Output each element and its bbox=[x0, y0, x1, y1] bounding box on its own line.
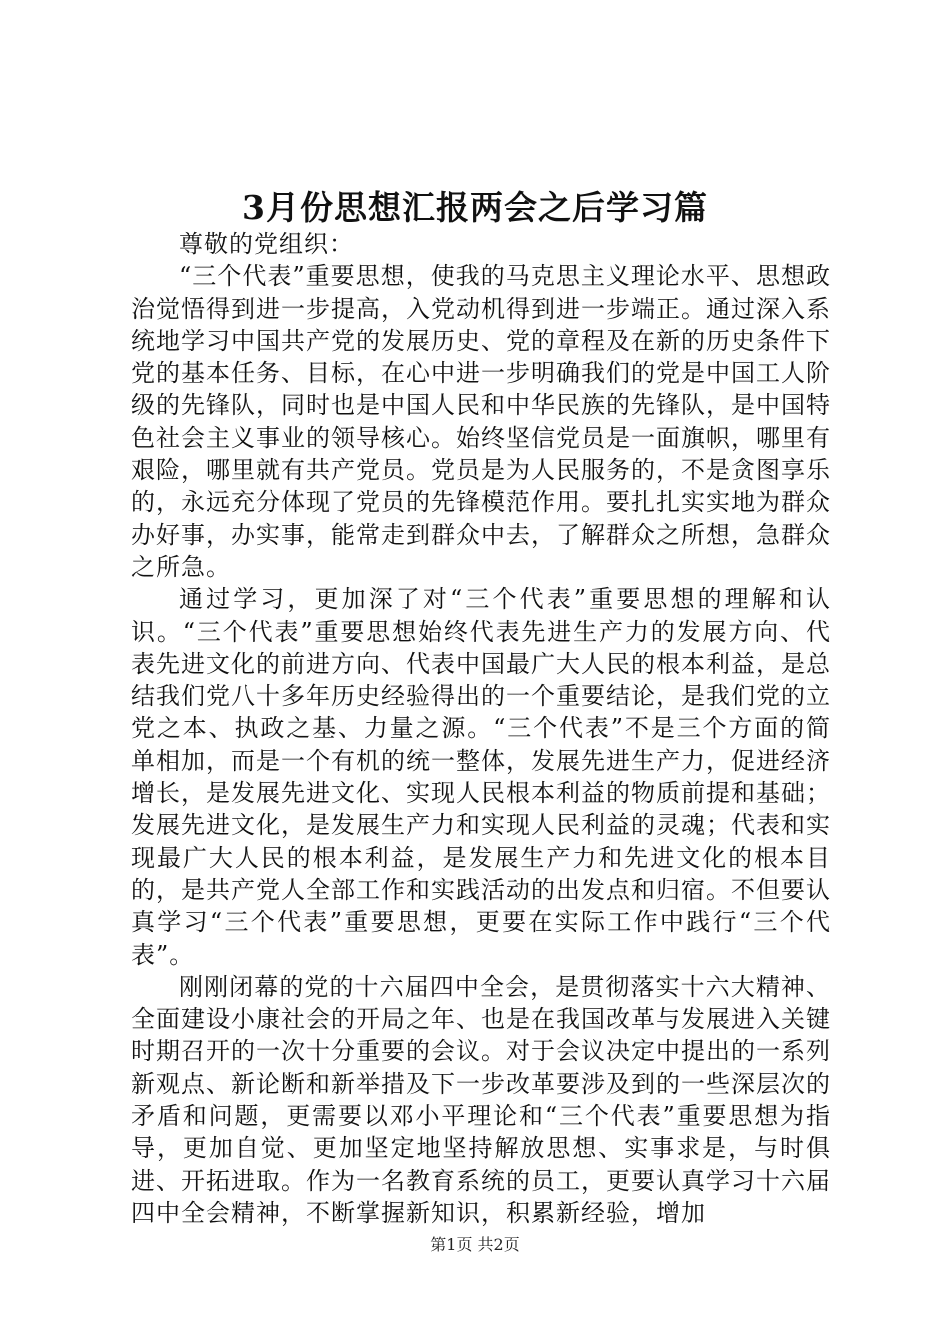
document-title: 3月份思想汇报两会之后学习篇 bbox=[242, 188, 708, 227]
page-number-footer: 第1页 共2页 bbox=[430, 1235, 520, 1254]
document-body bbox=[131, 228, 831, 1229]
paragraph-3: 刚刚闭幕的党的十六届四中全会，是贯彻落实十六大精神、全面建设小康社会的开局之年、也是在我国改革与发展进入关键时期召开的一次十分重要的会议。对于会议决定中提出的一系列新观点、新论断和新举措及下一步改革要涉及到的一些深层次的矛盾和问题，更需要以邓小平理论和“三个代表”重要思想为指导，更加自觉、更加坚定地坚持解放思想、实事求是，与时俱进、开拓进取。作为一名教育系统的员工，更要认真学习十六届四中全会精神，不断掌握新知识，积累新经验，增加 bbox=[131, 972, 831, 1227]
paragraph-2: 通过学习，更加深了对“三个代表”重要思想的理解和认识。“三个代表”重要思想始终代表先进生产力的发展方向、代表先进文化的前进方向、代表中国最广大人民的根本利益，是总结我们党八十多年历史经验得出的一个重要结论，是我们党的立党之本、执政之基、力量之源。“三个代表”不是三个方面的简单相加，而是一个有机的统一整体，发展先进生产力，促进经济增长，是发展先进文化、实现人民根本利益的物质前提和基础；发展先进文化，是发展生产力和实现人民利益的灵魂；代表和实现最广大人民的根本利益，是发展生产力和先进文化的根本目的，是共产党人全部工作和实践活动的出发点和归宿。不但要认真学习“三个代表”重要思想，更要在实际工作中践行“三个代表”。 bbox=[131, 585, 831, 969]
paragraph-1: “三个代表”重要思想，使我的马克思主义理论水平、思想政治觉悟得到进一步提高，入党动机得到进一步端正。通过深入系统地学习中国共产党的发展历史、党的章程及在新的历史条件下党的基本任务、目标，在心中进一步明确我们的党是中国工人阶级的先锋队，同时也是中国人民和中华民族的先锋队，是中国特色社会主义事业的领导核心。始终坚信党员是一面旗帜，哪里有艰险，哪里就有共产党员。党员是为人民服务的，不是贪图享乐的，永远充分体现了党员的先锋模范作用。要扎扎实实地为群众办好事，办实事，能常走到群众中去，了解群众之所想，急群众之所急。 bbox=[131, 262, 831, 581]
salutation: 尊敬的党组织： bbox=[179, 230, 354, 258]
